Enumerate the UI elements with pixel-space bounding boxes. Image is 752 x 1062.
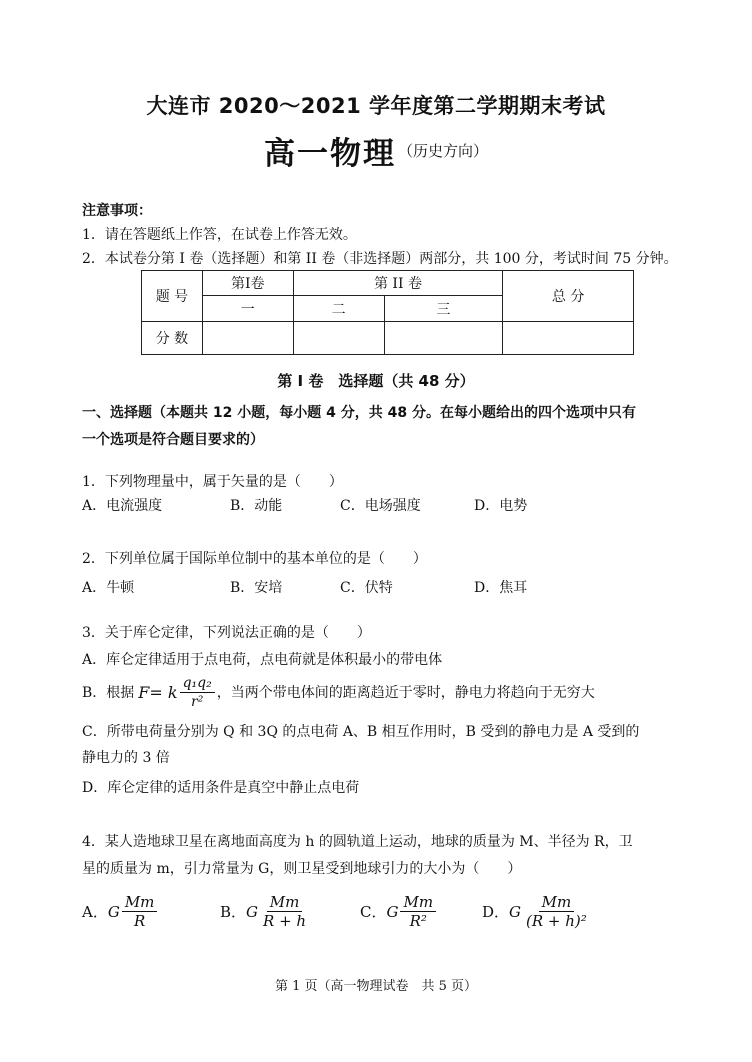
question-2-stem: 2．下列单位属于国际单位制中的基本单位的是（ ） (82, 551, 427, 567)
score-table-col2: 二 (293, 296, 384, 322)
question-3-option-b-suffix: ，当两个带电体间的距离趋近于零时，静电力将趋向于无穷大 (216, 685, 595, 701)
question-3-stem: 3．关于库仑定律，下列说法正确的是（ ） (82, 625, 371, 641)
question-1-option-d[interactable]: D．电势 (474, 498, 528, 514)
question-2-option-c[interactable]: C．伏特 (340, 580, 393, 596)
score-cell-total[interactable] (503, 322, 634, 355)
question-2-option-b[interactable]: B．安培 (230, 580, 283, 596)
notice-heading: 注意事项： (82, 203, 152, 219)
question-1-stem: 1．下列物理量中，属于矢量的是（ ） (82, 474, 343, 490)
score-table-part2: 第 II 卷 (293, 271, 503, 296)
question-1-option-c[interactable]: C．电场强度 (340, 498, 421, 514)
option-denominator: R + h (263, 912, 307, 930)
question-1-option-b[interactable]: B．动能 (230, 498, 283, 514)
section-instruction-1: 一、选择题（本题共 12 小题，每小题 4 分，共 48 分。在每小题给出的四个选项中只有 (82, 405, 636, 421)
gravitational-constant: G (386, 902, 399, 921)
option-fraction (122, 893, 158, 930)
score-cell-2[interactable] (293, 322, 384, 355)
formula-eq: = k (149, 682, 178, 702)
gravitational-constant: G (509, 902, 522, 921)
question-1-option-a[interactable]: A．电流强度 (82, 498, 163, 514)
question-2-option-a[interactable]: A．牛顿 (82, 580, 135, 596)
score-table-total: 总 分 (503, 271, 634, 322)
coulomb-fraction (180, 674, 215, 711)
option-label: A． (82, 903, 108, 921)
notice-item-2: 2．本试卷分第 I 卷（选择题）和第 II 卷（非选择题）两部分，共 100 分，考试时间 75 分钟。 (82, 251, 678, 267)
score-table-score-label: 分 数 (142, 322, 203, 355)
option-denominator: R (133, 912, 146, 930)
option-numerator: Mm (267, 893, 303, 912)
question-4-stem-line-1: 4．某人造地球卫星在离地面高度为 h 的圆轨道上运动，地球的质量为 M、半径为 R，卫 (82, 834, 633, 850)
score-table (141, 270, 634, 355)
score-cell-3[interactable] (384, 322, 503, 355)
question-4-options (82, 893, 682, 941)
question-4-option-c[interactable] (360, 893, 438, 930)
score-table-part1: 第Ⅰ卷 (202, 271, 293, 296)
option-numerator: Mm (400, 893, 436, 912)
question-4-stem-line-2: 星的质量为 m，引力常量为 G，则卫星受到地球引力的大小为（ ） (82, 861, 522, 877)
coulomb-numerator: q₁q₂ (180, 674, 215, 693)
option-denominator: (R + h)² (526, 912, 587, 930)
option-numerator: Mm (539, 893, 575, 912)
exam-subtitle (0, 128, 752, 173)
option-fraction (400, 893, 436, 930)
score-table-col3: 三 (384, 296, 503, 322)
gravitational-constant: G (246, 902, 259, 921)
section-instruction-2: 一个选项是符合题目要求的） (82, 432, 264, 448)
score-table-number-label: 题 号 (142, 271, 203, 322)
question-3-option-b[interactable] (82, 672, 595, 712)
question-4-option-a[interactable] (82, 893, 159, 930)
option-label: B． (220, 903, 247, 921)
section-heading: 第 I 卷 选择题（共 48 分） (277, 372, 475, 390)
question-4-option-d[interactable] (482, 893, 592, 930)
question-3-option-b-prefix: B．根据 (82, 685, 135, 701)
question-3-option-c-line-2: 静电力的 3 倍 (82, 750, 170, 766)
question-3-option-d[interactable]: D．库仑定律的适用条件是真空中静止点电荷 (82, 780, 360, 796)
score-table-col1: 一 (202, 296, 293, 322)
page-footer: 第 1 页（高一物理试卷 共 5 页） (274, 979, 478, 994)
option-label: D． (482, 903, 510, 921)
coulomb-denominator: r² (191, 693, 204, 710)
option-label: C． (360, 903, 387, 921)
option-denominator: R² (409, 912, 427, 930)
score-cell-1[interactable] (202, 322, 293, 355)
option-numerator: Mm (122, 893, 158, 912)
question-3-option-c-line-1[interactable]: C．所带电荷量分别为 Q 和 3Q 的点电荷 A、B 相互作用时，B 受到的静电力是 A 受到的 (82, 724, 640, 740)
subject-name: 高一物理 (263, 136, 396, 172)
option-fraction (260, 893, 309, 930)
exam-title: 大连市 2020～2021 学年度第二学期期末考试 (146, 94, 606, 118)
gravitational-constant: G (107, 902, 120, 921)
subject-direction: （历史方向） (397, 142, 488, 160)
formula-lhs: F (138, 682, 150, 702)
option-fraction (523, 893, 590, 930)
notice-item-1: 1．请在答题纸上作答，在试卷上作答无效。 (82, 227, 357, 243)
question-3-option-a[interactable]: A．库仑定律适用于点电荷，点电荷就是体积最小的带电体 (82, 652, 443, 668)
question-4-option-b[interactable] (220, 893, 311, 930)
question-2-option-d[interactable]: D．焦耳 (474, 580, 528, 596)
